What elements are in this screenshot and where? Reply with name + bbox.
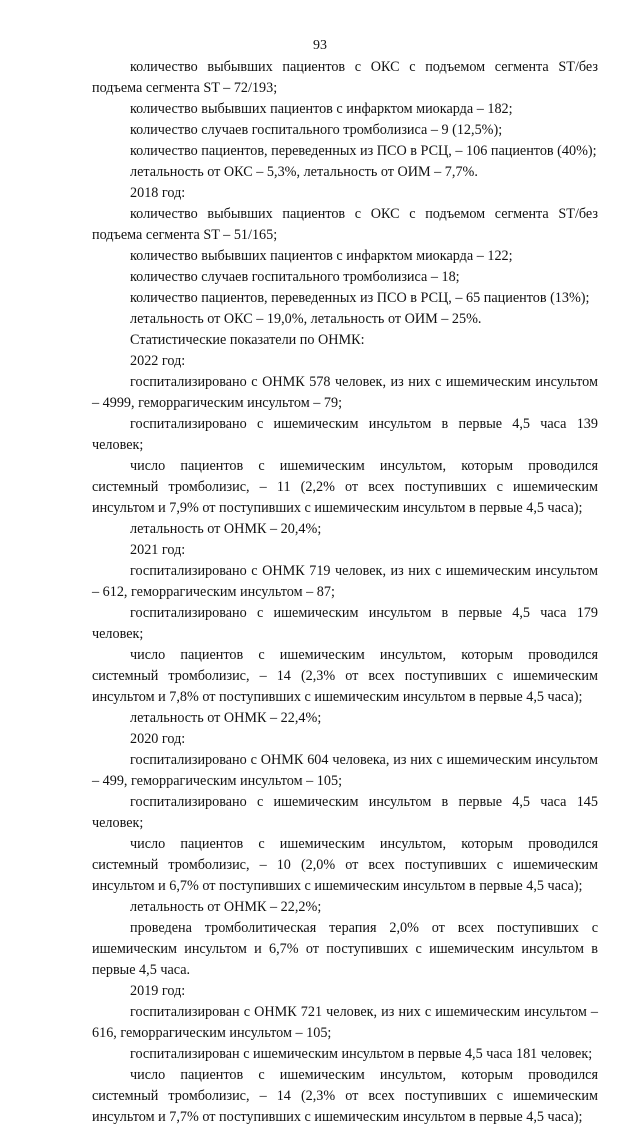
paragraph: госпитализировано с ОНМК 578 человек, из них с ишемическим инсультом – 4999, геморрагическим инсультом – 79; xyxy=(92,374,598,411)
paragraph: летальность от ОНМК – 20,4%; xyxy=(130,521,322,537)
section-heading: Статистические показатели по ОНМК: xyxy=(130,332,365,348)
paragraph: число пациентов с ишемическим инсультом, которым проводился системный тромболизис, – 14 (2,3% от всех поступивших с ишемическим инсультом и 7,8% от поступивших с ишемическим инсультом в первые 4,5 часа); xyxy=(92,647,598,705)
section-year-heading: 2019 год: xyxy=(130,983,186,999)
paragraph: количество выбывших пациентов с инфарктом миокарда – 182; xyxy=(130,101,513,117)
paragraph: количество пациентов, переведенных из ПСО в РСЦ, – 106 пациентов (40%); xyxy=(130,143,597,159)
paragraph: количество пациентов, переведенных из ПСО в РСЦ, – 65 пациентов (13%); xyxy=(130,290,590,306)
paragraph: летальность от ОНМК – 22,4%; xyxy=(130,710,322,726)
paragraph: количество случаев госпитального тромболизиса – 18; xyxy=(130,269,460,285)
paragraph: проведена тромболитическая терапия 2,0% от всех поступивших с ишемическим инсультом и 6,7% от поступивших с ишемическим инсультом в первые 4,5 часа. xyxy=(92,920,598,978)
document-body xyxy=(92,57,598,1128)
paragraph: летальность от ОКС – 19,0%, летальность от ОИМ – 25%. xyxy=(130,311,482,327)
paragraph: летальность от ОНМК – 22,2%; xyxy=(130,899,322,915)
section-year-heading: 2018 год: xyxy=(130,185,186,201)
paragraph: госпитализировано с ишемическим инсультом в первые 4,5 часа 139 человек; xyxy=(92,416,598,453)
paragraph: госпитализировано с ишемическим инсультом в первые 4,5 часа 145 человек; xyxy=(92,794,598,831)
section-year-heading: 2021 год: xyxy=(130,542,186,558)
paragraph: госпитализировано с ОНМК 604 человека, из них с ишемическим инсультом – 499, геморрагическим инсультом – 105; xyxy=(92,752,598,789)
paragraph: число пациентов с ишемическим инсультом, которым проводился системный тромболизис, – 14 (2,3% от всех поступивших с ишемическим инсультом и 7,7% от поступивших с ишемическим инсультом в первые 4,5 часа); xyxy=(92,1067,598,1125)
paragraph: госпитализировано с ишемическим инсультом в первые 4,5 часа 179 человек; xyxy=(92,605,598,642)
paragraph: количество случаев госпитального тромболизиса – 9 (12,5%); xyxy=(130,122,503,138)
section-year-heading: 2022 год: xyxy=(130,353,186,369)
paragraph: количество выбывших пациентов с инфарктом миокарда – 122; xyxy=(130,248,513,264)
paragraph: число пациентов с ишемическим инсультом, которым проводился системный тромболизис, – 10 (2,0% от всех поступивших с ишемическим инсультом и 6,7% от поступивших с ишемическим инсультом в первые 4,5 часа); xyxy=(92,836,598,894)
paragraph: госпитализирован с ОНМК 721 человек, из них с ишемическим инсультом – 616, геморрагическим инсультом – 105; xyxy=(92,1004,598,1041)
section-year-heading: 2020 год: xyxy=(130,731,186,747)
paragraph: госпитализирован с ишемическим инсультом в первые 4,5 часа 181 человек; xyxy=(130,1046,593,1062)
paragraph: число пациентов с ишемическим инсультом, которым проводился системный тромболизис, – 11 (2,2% от всех поступивших с ишемическим инсультом и 7,9% от поступивших с ишемическим инсультом в первые 4,5 часа); xyxy=(92,458,598,516)
paragraph: госпитализировано с ОНМК 719 человек, из них с ишемическим инсультом – 612, геморрагическим инсультом – 87; xyxy=(92,563,598,600)
paragraph: количество выбывших пациентов с ОКС с подъемом сегмента ST/без подъема сегмента ST – 72/193; xyxy=(92,59,598,96)
paragraph: количество выбывших пациентов с ОКС с подъемом сегмента ST/без подъема сегмента ST – 51/165; xyxy=(92,206,598,243)
page-number: 93 xyxy=(313,38,327,53)
paragraph: летальность от ОКС – 5,3%, летальность от ОИМ – 7,7%. xyxy=(130,164,478,180)
